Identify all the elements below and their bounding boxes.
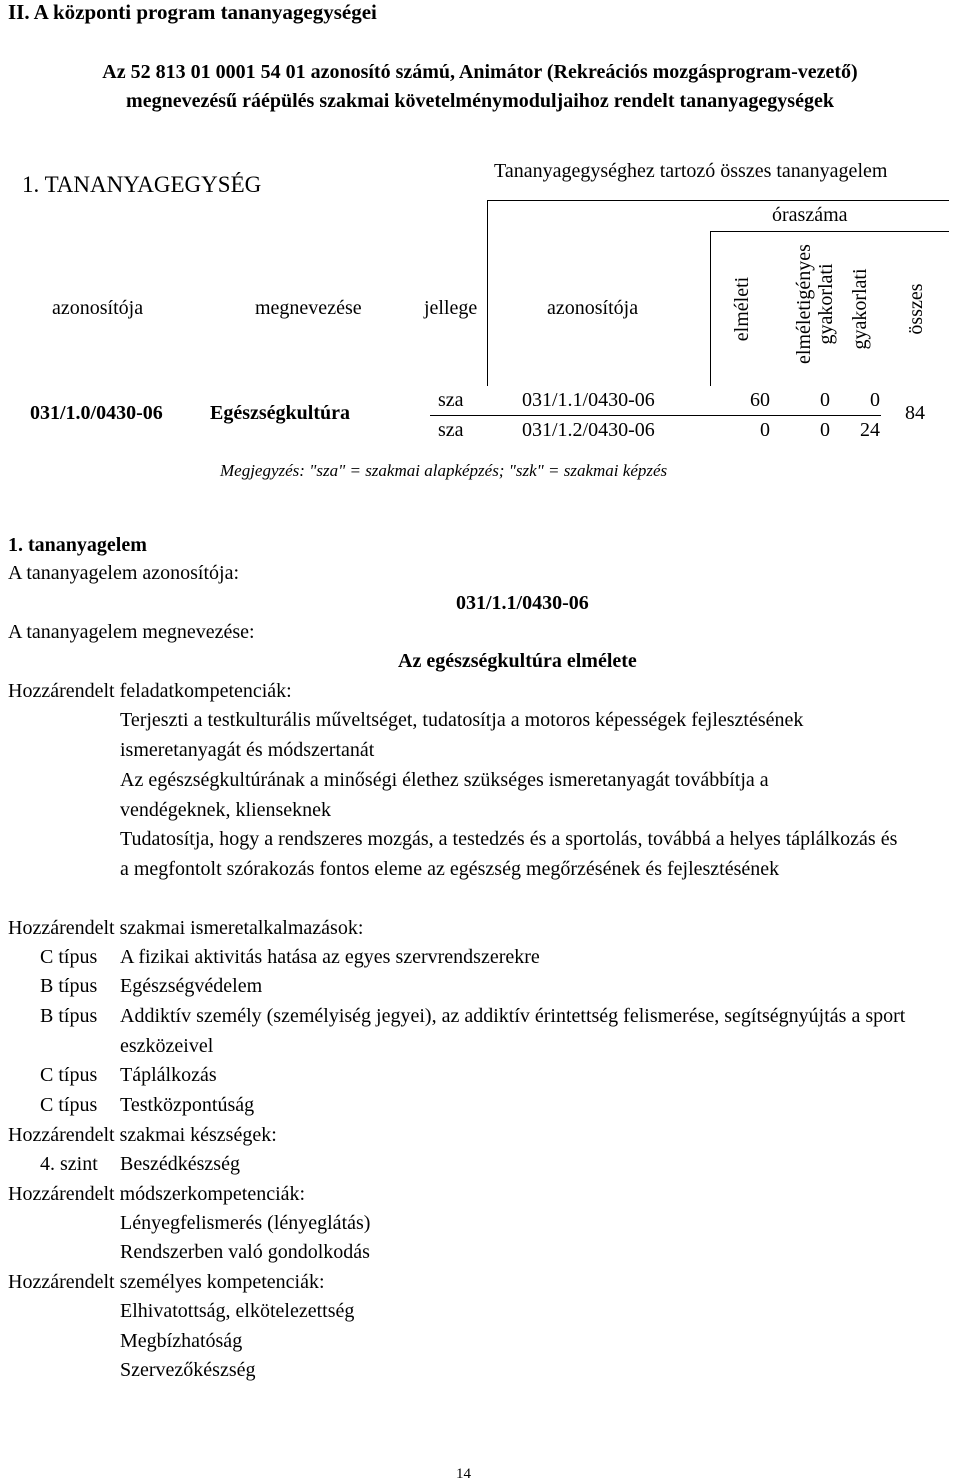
knowledge-text: A fizikai aktivitás hatása az egyes szervrendszerekre [120, 946, 540, 968]
row-theory: 60 [750, 389, 770, 411]
row-theory: 0 [760, 419, 770, 441]
row-type: sza [438, 389, 464, 411]
row-theory-practice: 0 [820, 389, 830, 411]
row-practice: 24 [860, 419, 880, 441]
col-type: jellege [424, 297, 478, 319]
skills-label: Hozzárendelt szakmai készségek: [8, 1124, 277, 1146]
row-element-id: 031/1.2/0430-06 [522, 419, 655, 441]
table-row-divider [430, 415, 881, 416]
knowledge-level: C típus [40, 1094, 98, 1116]
method-competencies-label: Hozzárendelt módszerkompetenciák: [8, 1183, 306, 1205]
subtitle-line-2: megnevezésű ráépülés szakmai követelménymoduljaihoz rendelt tananyagegységek [126, 90, 834, 112]
knowledge-level: C típus [40, 1064, 98, 1086]
knowledge-text: Táplálkozás [120, 1064, 217, 1086]
knowledge-level: C típus [40, 946, 98, 968]
personal-competencies-label: Hozzárendelt személyes kompetenciák: [8, 1271, 325, 1293]
col-unit-id: azonosítója [52, 297, 144, 319]
skill-level: 4. szint [40, 1153, 98, 1175]
element-id-label: A tananyagelem azonosítója: [8, 562, 240, 584]
col-element-id: azonosítója [547, 297, 639, 319]
knowledge-level: B típus [40, 1005, 98, 1027]
col-total: összes [905, 283, 927, 335]
task-item: Tudatosítja, hogy a rendszeres mozgás, a testedzés és a sportolás, továbbá a helyes táplálkozás és a megfontolt szórakozás fontos eleme az egészség megőrzésének és fejlesztésének [120, 828, 898, 880]
element-id-value: 031/1.1/0430-06 [456, 592, 589, 614]
subtitle-line-1: Az 52 813 01 0001 54 01 azonosító számú, Animátor (Rekreációs mozgásprogram-vezető) [102, 61, 858, 83]
row-type: sza [438, 419, 464, 441]
table-rule-top [487, 200, 949, 201]
table-rule-theory-left [710, 231, 711, 386]
knowledge-text: Testközpontúság [120, 1094, 255, 1116]
method-item: Rendszerben való gondolkodás [120, 1241, 370, 1263]
unit-id: 031/1.0/0430-06 [30, 402, 163, 424]
task-item: Az egészségkultúrának a minőségi élethez szükséges ismeretanyagát továbbítja a vendégeknek, klienseknek [120, 769, 769, 821]
personal-item: Szervezőkészség [120, 1359, 256, 1381]
col-theory-practice-line-1: elméletigényes [793, 244, 815, 364]
knowledge-label: Hozzárendelt szakmai ismeretalkalmazások: [8, 917, 364, 939]
knowledge-text: Egészségvédelem [120, 975, 263, 997]
row-theory-practice: 0 [820, 419, 830, 441]
section-title: II. A központi program tananyagegységei [8, 0, 377, 24]
table-rule-left [487, 200, 488, 386]
unit-name: Egészségkultúra [210, 402, 350, 424]
col-unit-name: megnevezése [255, 297, 362, 319]
hours-header: óraszáma [772, 204, 848, 226]
elements-header: Tananyagegységhez tartozó összes tananyagelem [494, 160, 888, 182]
page-number: 14 [456, 1466, 471, 1482]
element-name-value: Az egészségkultúra elmélete [398, 650, 637, 672]
task-item: Terjeszti a testkulturális műveltséget, tudatosítja a motoros képességek fejlesztésének ismeretanyagát és módszertanát [120, 709, 804, 761]
col-practice: gyakorlati [849, 268, 871, 350]
col-theory: elméleti [731, 276, 753, 342]
table-note: Megjegyzés: "sza" = szakmai alapképzés; "szk" = szakmai képzés [220, 461, 668, 480]
col-theory-practice-line-2: gyakorlati [815, 263, 837, 345]
knowledge-text: Addiktív személy (személyiség jegyei), az addiktív érintettség felismerése, segítségnyújtás a sport eszközeivel [120, 1005, 906, 1057]
method-item: Lényegfelismerés (lényeglátás) [120, 1212, 371, 1234]
unit-title: 1. TANANYAGEGYSÉG [22, 172, 262, 197]
knowledge-level: B típus [40, 975, 98, 997]
element-name-label: A tananyagelem megnevezése: [8, 621, 255, 643]
row-practice: 0 [870, 389, 880, 411]
unit-total: 84 [905, 402, 925, 424]
row-element-id: 031/1.1/0430-06 [522, 389, 655, 411]
skill-text: Beszédkészség [120, 1153, 240, 1175]
personal-item: Elhivatottság, elkötelezettség [120, 1300, 355, 1322]
personal-item: Megbízhatóság [120, 1330, 243, 1352]
col-theory-practice [793, 232, 839, 376]
element-heading: 1. tananyagelem [8, 534, 147, 556]
task-competencies-label: Hozzárendelt feladatkompetenciák: [8, 680, 292, 702]
